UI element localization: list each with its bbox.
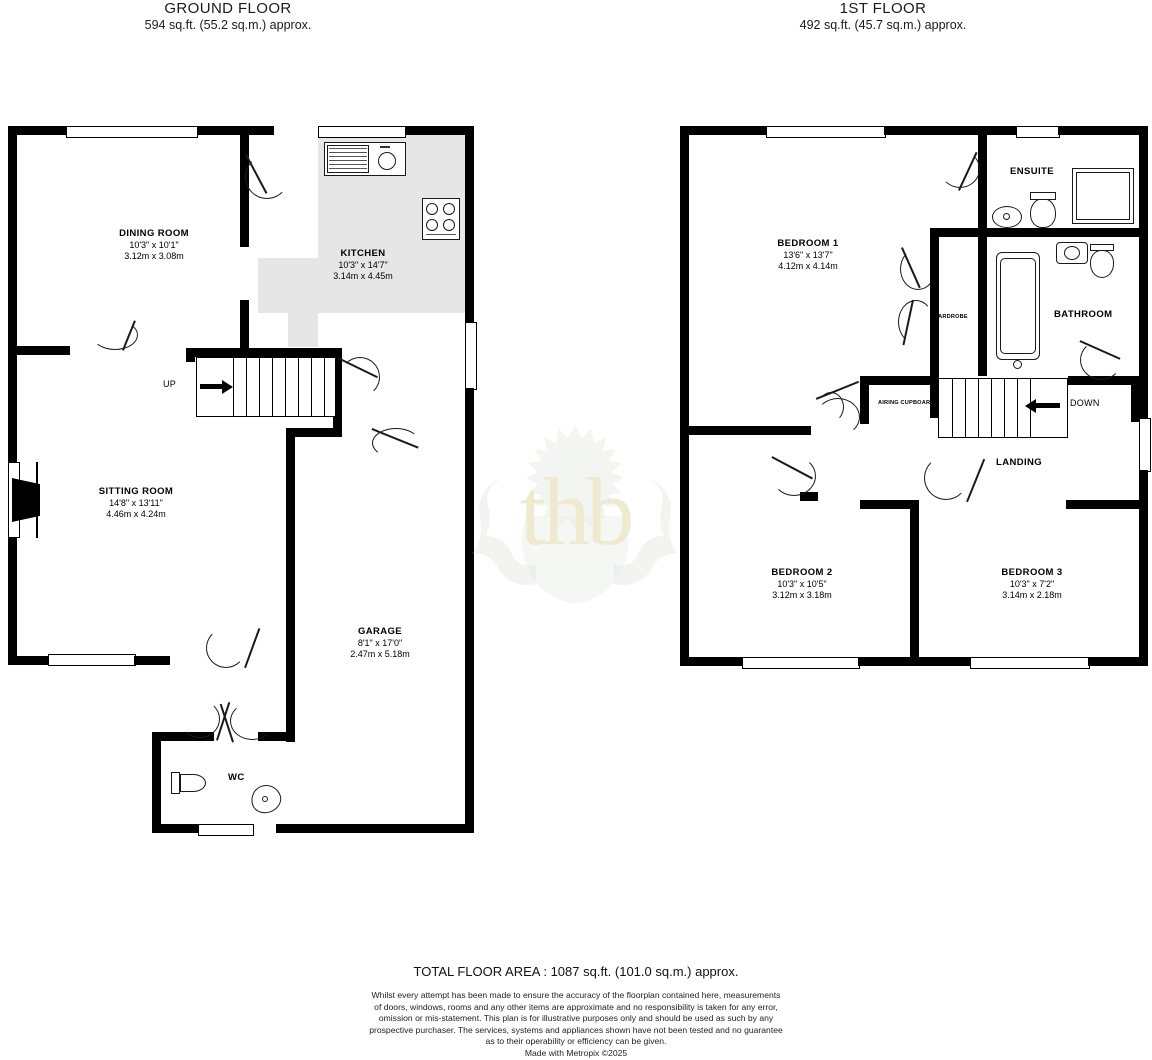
first-floor-area: 492 sq.ft. (45.7 sq.m.) approx. bbox=[799, 18, 967, 32]
wall-ensuite-left bbox=[978, 135, 987, 235]
bedroom2-imperial: 10'3" x 10'5" bbox=[777, 578, 827, 589]
window-bedroom3-rear bbox=[970, 657, 1090, 669]
wall-airing-cupboard-left bbox=[862, 376, 871, 385]
total-floor-area: TOTAL FLOOR AREA : 1087 sq.ft. (101.0 sq.m.) approx. bbox=[413, 964, 739, 979]
dining-room-name: DINING ROOM bbox=[119, 228, 189, 239]
ensuite-basin-plug bbox=[1003, 213, 1010, 220]
door-airing-cupboard bbox=[818, 392, 844, 422]
bedroom3-name: BEDROOM 3 bbox=[1001, 567, 1063, 578]
bedroom1-imperial: 13'6" x 13'7" bbox=[783, 249, 833, 260]
first-floor-title: 1ST FLOOR bbox=[839, 0, 927, 17]
wall-bedroom1-bottom bbox=[860, 376, 939, 385]
door-leaf-bedroom3 bbox=[966, 459, 985, 502]
ensuite-toilet-pan bbox=[1030, 198, 1056, 228]
dining-room-metric: 3.12m x 3.08m bbox=[124, 251, 184, 261]
window-bedroom2-rear bbox=[742, 657, 860, 669]
landing-label: LANDING bbox=[996, 457, 1043, 468]
wall-first-right-upper bbox=[1139, 126, 1148, 310]
wall-first-left-upper bbox=[680, 126, 689, 434]
window-bedroom1-front bbox=[766, 126, 886, 138]
wall-bed2-bed3-divider bbox=[910, 500, 919, 666]
bedroom1-metric: 4.12m x 4.14m bbox=[778, 261, 838, 271]
garage-name: GARAGE bbox=[357, 626, 403, 637]
wall-first-right-lower bbox=[1139, 470, 1148, 666]
bathroom-label: BATHROOM bbox=[1054, 309, 1113, 320]
bath-waste bbox=[1013, 360, 1022, 369]
watermark-text: thb bbox=[519, 458, 631, 565]
down-arrow-shaft bbox=[1036, 403, 1060, 408]
disclaimer-line-4: prospective purchaser. The services, systems and appliances shown have not been tested and no guarantee bbox=[369, 1024, 783, 1035]
kitchen-metric: 3.14m x 4.45m bbox=[333, 271, 393, 281]
door-bedroom3 bbox=[924, 456, 968, 500]
ground-floor-area: 594 sq.ft. (55.2 sq.m.) approx. bbox=[144, 18, 312, 32]
airing-cupboard-label: AIRING CUPBOARD bbox=[878, 400, 935, 406]
disclaimer-line-1: Whilst every attempt has been made to ensure the accuracy of the floorplan contained here, measurements bbox=[371, 990, 781, 1000]
wall-first-top-right bbox=[1058, 126, 1148, 135]
wall-first-bottom-left bbox=[680, 657, 744, 666]
up-label: UP bbox=[163, 379, 177, 389]
door-bathroom bbox=[1080, 340, 1122, 380]
bathroom-toilet-cistern bbox=[1090, 244, 1114, 251]
down-label: DOWN bbox=[1070, 398, 1100, 408]
bathroom-toilet-pan bbox=[1090, 250, 1114, 278]
window-ensuite-front bbox=[1016, 126, 1060, 138]
garage-metric: 2.47m x 5.18m bbox=[350, 649, 410, 659]
wall-first-left-lower bbox=[680, 434, 689, 666]
bedroom1-name: BEDROOM 1 bbox=[777, 238, 839, 249]
ensuite-label: ENSUITE bbox=[1010, 166, 1054, 177]
wall-first-bottom-right bbox=[1088, 657, 1148, 666]
bedroom3-imperial: 10'3" x 7'2" bbox=[1009, 578, 1055, 589]
wall-bedroom1-lower-left bbox=[689, 426, 811, 435]
wall-bed3-top bbox=[1066, 500, 1140, 509]
disclaimer-line-3: omission or mis-statement. This plan is for illustrative purposes only and should be used as such by any bbox=[378, 1013, 774, 1024]
wall-ensuite-bath-divider bbox=[987, 228, 1139, 237]
ground-floor-title: GROUND FLOOR bbox=[164, 0, 292, 17]
sitting-room-name: SITTING ROOM bbox=[98, 486, 174, 497]
kitchen-imperial: 10'3" x 14'7" bbox=[338, 259, 388, 270]
garage-imperial: 8'1" x 17'0" bbox=[357, 637, 403, 648]
room-label-bedroom-2 bbox=[714, 567, 890, 602]
window-bathroom-side bbox=[1139, 418, 1151, 472]
room-label-bedroom-1 bbox=[720, 238, 896, 273]
bedroom2-name: BEDROOM 2 bbox=[771, 567, 833, 578]
wall-first-top-mid bbox=[884, 126, 1018, 135]
bedroom3-metric: 3.14m x 2.18m bbox=[1002, 590, 1062, 600]
dining-room-imperial: 10'3" x 10'1" bbox=[129, 239, 179, 250]
ensuite-shower-tray-inner bbox=[1076, 172, 1130, 220]
wc-label: WC bbox=[228, 772, 245, 783]
wall-bathroom-left bbox=[978, 228, 987, 376]
disclaimer-line-5: as to their operability or efficiency can be given. bbox=[485, 1036, 667, 1047]
bath-tub-inner bbox=[1000, 258, 1036, 354]
wall-first-right-bathroom bbox=[1139, 308, 1148, 418]
staircase-first bbox=[938, 378, 1068, 438]
wall-first-top-left bbox=[680, 126, 768, 135]
made-with-credit: Made with Metropix ©2025 bbox=[524, 1047, 628, 1058]
wall-bathroom-bottom bbox=[1131, 376, 1140, 422]
bedroom2-metric: 3.12m x 3.18m bbox=[772, 590, 832, 600]
bathroom-basin-bowl bbox=[1064, 246, 1080, 260]
kitchen-name: KITCHEN bbox=[340, 248, 386, 259]
room-label-bedroom-3 bbox=[944, 567, 1120, 602]
down-arrow-head bbox=[1025, 399, 1036, 413]
sitting-room-imperial: 14'8" x 13'11" bbox=[109, 497, 163, 508]
sitting-room-metric: 4.46m x 4.24m bbox=[106, 509, 166, 519]
ensuite-toilet-cistern bbox=[1030, 192, 1056, 200]
wardrobe-label: WARDROBE bbox=[933, 314, 968, 320]
disclaimer-line-2: of doors, windows, rooms and any other items are approximate and no responsibility is taken for any error, bbox=[374, 1001, 778, 1012]
disclaimer bbox=[0, 990, 1152, 1060]
